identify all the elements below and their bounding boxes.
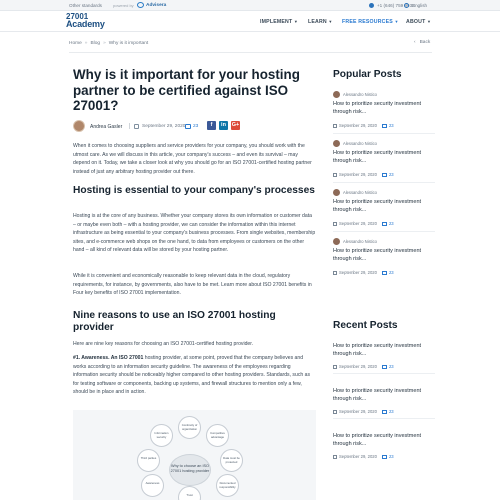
comment-icon: [382, 365, 387, 369]
facebook-share-button[interactable]: f: [207, 121, 216, 130]
powered-by-label: powered by: [113, 3, 134, 8]
avatar: [333, 140, 340, 147]
article-paragraph-awareness: #1. Awareness. An ISO 27001 hosting provider, at some point, proved that the company believes and works according to an information security guideline. The awareness of the employees regarding information security should be noticeably higher compared to other hosting providers. Standards, such as for testing software or components, backing up systems, and firewall structures to mention only a few, should be in place and in action.: [73, 355, 310, 396]
breadcrumb: [69, 41, 148, 46]
linkedin-share-button[interactable]: in: [219, 121, 228, 130]
breadcrumb-home[interactable]: Home: [69, 41, 82, 46]
phone-number[interactable]: +1 (646) 759 9933: [377, 3, 415, 8]
breadcrumb-blog[interactable]: Blog: [90, 41, 101, 46]
article-intro: When it comes to choosing suppliers and service providers for your company, you should work with the utmost care. As we will discuss in this article, your company's success – and even its survival – may depend on it. Today, we take a closer look at why you should go for an ISO 27001-certified hosting partner instead of just any arbitrary hosting provider out there.: [73, 143, 312, 175]
logo-word: Academy: [66, 19, 105, 29]
comment-count[interactable]: 23: [193, 124, 199, 129]
post-author: Alessandro Nistico: [343, 239, 377, 244]
post-title-link[interactable]: How to prioritize security investment through risk...: [333, 150, 422, 164]
chevron-down-icon: ▼: [426, 18, 432, 24]
calendar-icon: [333, 124, 337, 128]
back-link[interactable]: ‹ Back: [414, 40, 431, 45]
comment-icon: [382, 271, 387, 275]
recent-posts-heading: Recent Posts: [333, 320, 398, 331]
post-author: Alessandro Nistico: [343, 141, 377, 146]
calendar-icon: [333, 455, 337, 459]
article-paragraph: Here are nine key reasons for choosing an ISO 27001-certified hosting provider.: [73, 341, 254, 347]
infographic-node: Continuity of organization: [178, 416, 201, 439]
post-title-link[interactable]: How to prioritize security investment through risk...: [333, 199, 422, 213]
advisera-logo-icon: [137, 2, 144, 8]
calendar-icon: [134, 124, 139, 129]
post-title-link[interactable]: How to prioritize security investment through risk...: [333, 433, 422, 447]
language-selector[interactable]: English: [412, 3, 428, 8]
post-title-link[interactable]: How to prioritize security investment through risk...: [333, 388, 422, 402]
post-meta: September 29, 2020 23: [333, 221, 394, 226]
nav-implement[interactable]: IMPLEMENT ▼: [260, 18, 299, 25]
section-heading-reasons: Nine reasons to use an ISO 27001 hosting provider: [73, 310, 276, 333]
comment-icon: [382, 173, 387, 177]
infographic: [73, 410, 316, 500]
calendar-icon: [333, 173, 337, 177]
nav-learn[interactable]: LEARN ▼: [308, 18, 333, 25]
post-author: Alessandro Nistico: [343, 92, 377, 97]
reason-label: #1. Awareness. An ISO 27001: [73, 355, 144, 361]
author-avatar: [73, 120, 85, 132]
nav-about[interactable]: ABOUT ▼: [406, 18, 432, 25]
post-meta: September 29, 2020 23: [333, 172, 394, 177]
comment-icon: [382, 455, 387, 459]
logo-number: 27001: [66, 12, 89, 21]
article-paragraph: Hosting is at the core of any business. Whether your company stores its own information or customer data – or maybe even both – with a hosting provider, we can consider the information within this internet infrastructure as being essential to your company's business processes. From single websites, membership sites, and e-commerce web shops on the one hand, to data from employees or customers on the other hand – all kind of relevant data will be stored by your hosting partner.: [73, 213, 316, 254]
post-title-link[interactable]: How to prioritize security investment through risk...: [333, 343, 422, 357]
calendar-icon: [333, 410, 337, 414]
infographic-node: Documented responsibility: [216, 474, 239, 497]
post-meta: September 29, 2020 23: [333, 454, 394, 459]
sidebar-divider: [333, 182, 435, 183]
avatar: [333, 238, 340, 245]
calendar-icon: [333, 365, 337, 369]
site-logo[interactable]: [66, 13, 116, 29]
avatar: [333, 189, 340, 196]
infographic-node: Competitive advantage: [206, 424, 229, 447]
chevron-down-icon: ▼: [293, 18, 299, 24]
infographic-node: Information security: [150, 424, 173, 447]
phone-icon: [369, 3, 374, 8]
article-paragraph: While it is convenient and economically reasonable to keep relevant data in the cloud, regulatory requirements, for instance, by governments, also have to be met. Learn more about ISO 27001 benefits in Four key benefits of ISO 27001 implementation.: [73, 273, 312, 297]
post-meta: September 29, 2020 23: [333, 409, 394, 414]
site-header: [0, 11, 500, 32]
infographic-node: Trust: [178, 486, 201, 500]
post-title-link[interactable]: How to prioritize security investment through risk...: [333, 101, 422, 115]
article-title: Why is it important for your hosting partner to be certified against ISO 27001?: [73, 67, 300, 113]
google-plus-share-button[interactable]: G+: [231, 122, 240, 128]
comment-icon: [382, 124, 387, 128]
post-meta: September 29, 2020 23: [333, 364, 394, 369]
infographic-center: Why to choose an ISO 27001 hosting provider: [169, 454, 211, 486]
breadcrumb-separator-icon: »: [103, 41, 106, 46]
post-title-link[interactable]: How to prioritize security investment through risk...: [333, 248, 422, 262]
post-meta: September 29, 2020 23: [333, 123, 394, 128]
comment-icon: [185, 124, 191, 129]
top-utility-bar: [0, 0, 500, 11]
infographic-node: Third parties: [137, 449, 160, 472]
infographic-node: Data must be protected: [220, 449, 243, 472]
sidebar-divider: [333, 133, 435, 134]
meta-divider: [129, 123, 130, 129]
comment-icon: [382, 222, 387, 226]
sidebar-divider: [333, 373, 435, 374]
post-meta: September 29, 2020 23: [333, 270, 394, 275]
sidebar-divider: [333, 418, 435, 419]
arrow-left-icon: ‹: [414, 40, 416, 45]
breadcrumb-separator-icon: »: [84, 41, 88, 46]
globe-icon: [404, 3, 409, 8]
advisera-link[interactable]: Advisera: [146, 2, 167, 8]
avatar: [333, 91, 340, 98]
other-standards-link[interactable]: Other standards: [69, 3, 102, 8]
breadcrumb-divider: [69, 52, 432, 53]
calendar-icon: [333, 271, 337, 275]
nav-free-resources[interactable]: FREE RESOURCES ▼: [342, 18, 399, 25]
article-date: September 29, 2020: [142, 124, 186, 129]
breadcrumb-current: Why is it important: [108, 41, 149, 46]
chevron-down-icon: ▼: [394, 18, 399, 24]
comment-icon: [382, 410, 387, 414]
section-heading-hosting: Hosting is essential to your company's processes: [73, 185, 315, 196]
calendar-icon: [333, 222, 337, 226]
chevron-down-icon: ▼: [328, 18, 333, 24]
post-author: Alessandro Nistico: [343, 190, 377, 195]
author-name[interactable]: Andrea Gasler: [90, 124, 123, 130]
popular-posts-heading: Popular Posts: [333, 69, 402, 80]
infographic-node: Awareness: [141, 474, 164, 497]
sidebar-divider: [333, 231, 435, 232]
